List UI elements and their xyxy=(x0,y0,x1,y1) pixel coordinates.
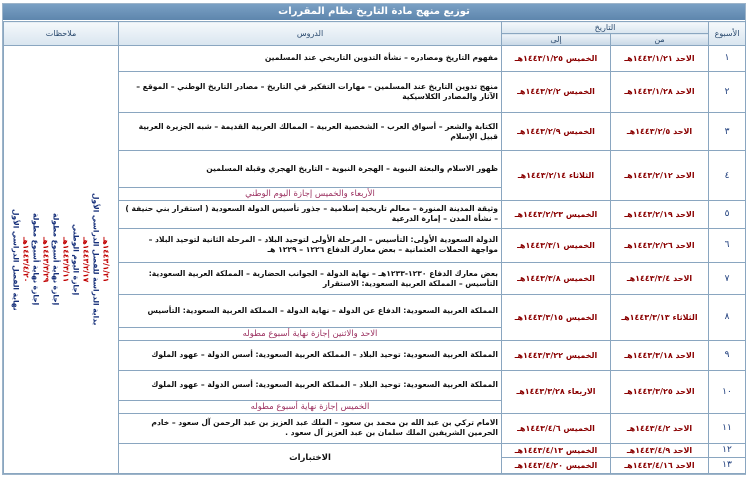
week-lesson: مفهوم التاريخ ومصادره – نشأة التدوين التاريخي عند المسلمين xyxy=(119,46,502,72)
week-number: ٣ xyxy=(709,112,746,151)
page-title: توزيع منهج مادة التاريخ نظام المقررات xyxy=(3,4,745,20)
holiday-note: الاحد والاثنين إجازة نهاية أسبوع مطوله xyxy=(119,327,502,340)
week-number: ١١ xyxy=(709,413,746,443)
note-text: إجازة نهاية أسبوع مطولة xyxy=(51,213,61,306)
week-from: الثلاثاء ١٤٤٣/٣/١٣هـ xyxy=(611,295,709,340)
week-number: ٥ xyxy=(709,200,746,228)
note-text: نهاية الفصل الدراسي الأول xyxy=(11,208,21,311)
note-date: ١٤٤٣/٤/٢٠هـ xyxy=(21,236,31,283)
week-from: الاحد ١٤٤٣/٢/٢٦هـ xyxy=(611,228,709,262)
week-to: الخميس ١٤٤٣/٤/٢٠هـ xyxy=(502,457,611,473)
week-number: ٧ xyxy=(709,263,746,295)
week-from: الاحد ١٤٤٣/١/٢٨هـ xyxy=(611,71,709,112)
week-to: الخميس ١٤٤٣/١/٢٥هـ xyxy=(502,46,611,72)
week-from: الاحد ١٤٤٣/٢/١٢هـ xyxy=(611,151,709,200)
week-from: الاحد ١٤٤٣/٤/١٦هـ xyxy=(611,457,709,473)
week-lesson: بعض معارك الدفاع ١٢٣٠-١٢٣٣هـ – نهاية الدولة – الجوانب الحضارية – المملكة العربية السعودية: التأسيس – المملكة العربية السعودية: الاستقرار xyxy=(119,263,502,295)
holiday-note: الخميس إجازة نهاية أسبوع مطوله xyxy=(119,400,502,413)
header-from: من xyxy=(611,34,709,46)
header-week: الأسبوع xyxy=(709,22,746,46)
header-to: إلى xyxy=(502,34,611,46)
week-to: الخميس ١٤٤٣/٢/٢٣هـ xyxy=(502,200,611,228)
week-from: الاحد ١٤٤٣/٢/١٩هـ xyxy=(611,200,709,228)
week-to: الخميس ١٤٤٣/٢/٩هـ xyxy=(502,112,611,151)
week-lesson: ظهور الاسلام والبعثة النبوية – الهجرة النبوية – التاريخ الهجري وقبلة المسلمين xyxy=(119,151,502,188)
week-lesson: المملكة العربية السعودية: توحيد البلاد – المملكة العربية السعودية: أسس الدولة – عهود الملوك xyxy=(119,370,502,400)
header-notes: ملاحظات xyxy=(4,22,119,46)
note-text: إجازة اليوم الوطني xyxy=(71,223,81,296)
week-to: الاربعاء ١٤٤٣/٣/٢٨هـ xyxy=(502,370,611,413)
week-number: ١٢ xyxy=(709,443,746,457)
week-lesson: وثيقة المدينة المنورة – معالم تاريخية إسلامية – جذور تأسيس الدولة السعودية ( استقرار بني حنيفة ) – نشأة المدن – إمارة الدرعية xyxy=(119,200,502,228)
week-lesson: المملكة العربية السعودية: توحيد البلاد – المملكة العربية السعودية: أسس الدولة – عهود الملوك xyxy=(119,340,502,370)
week-lesson: الكتابة والشعر – أسواق العرب – الشخصية العربية – الممالك العربية القديمة – شبه الجزيرة العربية قبيل الإسلام xyxy=(119,112,502,151)
week-from: الاحد ١٤٤٣/٢/٥هـ xyxy=(611,112,709,151)
note-date: ١٤٤٣/٢/١٧هـ xyxy=(81,236,91,283)
holiday-note: الأربعاء والخميس إجازة اليوم الوطني xyxy=(119,187,502,200)
notes-content xyxy=(7,46,115,473)
week-from: الاحد ١٤٤٣/٣/٢٥هـ xyxy=(611,370,709,413)
week-number: ٨ xyxy=(709,295,746,340)
week-to: الخميس ١٤٤٣/٤/١٣هـ xyxy=(502,443,611,457)
week-to: الخميس ١٤٤٣/٣/١٥هـ xyxy=(502,295,611,340)
header-date: التاريخ xyxy=(502,22,709,34)
week-to: الثلاثاء ١٤٤٣/٢/١٤هـ xyxy=(502,151,611,200)
week-from: الاحد ١٤٤٣/٤/٢هـ xyxy=(611,413,709,443)
notes-cell xyxy=(4,46,119,474)
week-number: ١٠ xyxy=(709,370,746,413)
note-text: إجازة نهاية أسبوع مطولة xyxy=(31,213,41,306)
header-lessons: الدروس xyxy=(119,22,502,46)
week-number: ٩ xyxy=(709,340,746,370)
note-date: ١٤٤٣/٣/٢٩هـ xyxy=(41,236,51,283)
week-number: ٢ xyxy=(709,71,746,112)
week-from: الاحد ١٤٤٣/٣/٤هـ xyxy=(611,263,709,295)
week-from: الاحد ١٤٤٣/٣/١٨هـ xyxy=(611,340,709,370)
week-number: ١٣ xyxy=(709,457,746,473)
note-text: بداية الدراسة للفصل الدراسي الأول xyxy=(91,193,101,326)
week-number: ٦ xyxy=(709,228,746,262)
week-from: الاحد ١٤٤٣/١/٢١هـ xyxy=(611,46,709,72)
curriculum-table xyxy=(3,21,746,474)
note-date: ١٤٤٣/٣/١١هـ xyxy=(61,236,71,283)
exams-label: الاختبارات xyxy=(119,443,502,473)
week-lesson: الدولة السعودية الأولى: التأسيس – المرحلة الأولى لتوحيد البلاد – المرحلة الثانية لتوحيد البلاد – مواجهة الحملات العثمانية – بعض معارك الدفاع ١٢٢٦ – ١٢٢٩ هـ xyxy=(119,228,502,262)
week-lesson: الامام تركي بن عبد الله بن محمد بن سعود – الملك عبد العزيز بن عبد الرحمن آل سعود – خادم الحرمين الشريفين الملك سلمان بن عبد العزيز آل سعود . xyxy=(119,413,502,443)
week-lesson: المملكة العربية السعودية: الدفاع عن الدولة – نهاية الدولة – المملكة العربية السعودية: التأسيس xyxy=(119,295,502,327)
week-from: الاحد ١٤٤٣/٤/٩هـ xyxy=(611,443,709,457)
week-to: الخميس ١٤٤٣/٢/٢هـ xyxy=(502,71,611,112)
week-number: ١ xyxy=(709,46,746,72)
week-to: الخميس ١٤٤٣/٣/١هـ xyxy=(502,228,611,262)
week-to: الخميس ١٤٤٣/٣/٨هـ xyxy=(502,263,611,295)
table-row xyxy=(4,46,746,72)
week-lesson: منهج تدوين التاريخ عند المسلمين – مهارات التفكير في التاريخ – مصادر التاريخ الوطني – الموقع – الآثار والمصادر الكلاسيكية xyxy=(119,71,502,112)
note-date: ١٤٤٣/١/٢١هـ xyxy=(101,236,111,283)
week-to: الخميس ١٤٤٣/٣/٢٢هـ xyxy=(502,340,611,370)
week-number: ٤ xyxy=(709,151,746,200)
week-to: الخميس ١٤٤٣/٤/٦هـ xyxy=(502,413,611,443)
